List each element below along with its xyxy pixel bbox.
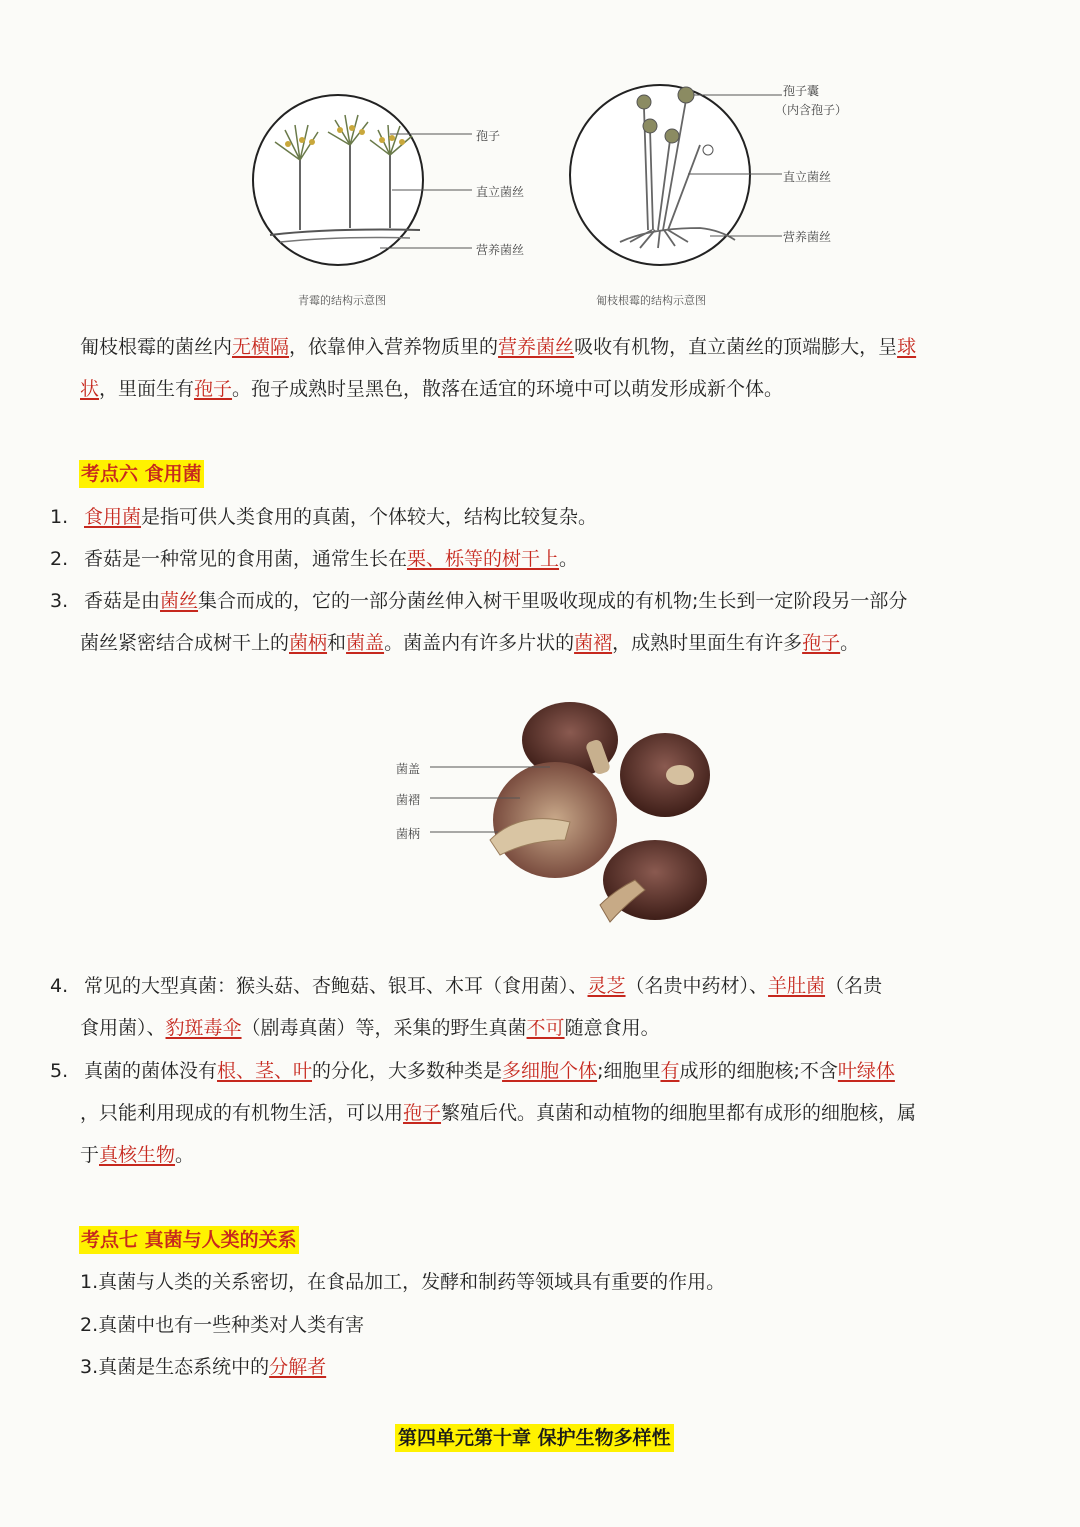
keyword: 多细胞个体	[502, 1060, 598, 1082]
penicillium-label-nutrient-hyphae: 营养菌丝	[476, 243, 525, 257]
s6-item-1-line-1	[84, 503, 597, 531]
keyword: 真核生物	[99, 1144, 176, 1166]
keyword: 孢子	[194, 378, 233, 400]
text-run: 2.真菌中也有一些种类对人类有害	[80, 1314, 365, 1336]
text-run: 真菌的菌体没有	[84, 1060, 218, 1082]
text-run: 香菇是由	[84, 590, 161, 612]
rhizopus-label-nutrient-hyphae: 营养菌丝	[783, 230, 832, 244]
keyword: 状	[80, 378, 100, 400]
text-run: 。	[175, 1144, 195, 1166]
s6-item-2-number: 2.	[50, 548, 69, 570]
penicillium-label-spore: 孢子	[476, 129, 501, 143]
intro-line-2	[80, 375, 783, 403]
text-run: 匍枝根霉的菌丝内	[80, 336, 233, 358]
rhizopus-label-upright-hyphae: 直立菌丝	[783, 170, 832, 184]
text-run: （名贵	[825, 975, 883, 997]
mushroom-label-gills: 菌褶	[396, 793, 421, 807]
s6-item-5-number: 5.	[50, 1060, 69, 1082]
s6-item-3-line-2	[80, 629, 859, 657]
s6-item-1-number: 1.	[50, 506, 69, 528]
rhizopus-label-sporangium: 孢子囊	[783, 84, 820, 98]
text-run: 成形的细胞核;不含	[679, 1060, 838, 1082]
mushroom-label-stalk: 菌柄	[396, 827, 421, 841]
chapter-title: 第四单元第十章 保护生物多样性	[395, 1424, 674, 1452]
keyword: 灵芝	[587, 975, 626, 997]
text-run: 于	[80, 1144, 100, 1166]
text-run: ，成熟时里面生有许多	[612, 632, 803, 654]
text-run: 菌丝紧密结合成树干上的	[80, 632, 290, 654]
text-run: 随意食用。	[564, 1017, 660, 1039]
keyword: 菌褶	[574, 632, 613, 654]
keyword: 羊肚菌	[768, 975, 826, 997]
text-run: ，只能利用现成的有机物生活，可以用	[80, 1102, 404, 1124]
s6-item-4-line-1	[84, 972, 882, 1000]
penicillium-caption: 青霉的结构示意图	[298, 294, 386, 307]
s6-item-4-line-2	[80, 1014, 660, 1042]
s6-item-5-line-1	[84, 1057, 895, 1085]
keyword: 根、茎、叶	[217, 1060, 313, 1082]
s6-item-2-line-1	[84, 545, 578, 573]
keyword: 豹斑毒伞	[165, 1017, 242, 1039]
text-run: 。	[559, 548, 579, 570]
keyword: 分解者	[269, 1356, 327, 1378]
rhizopus-label-contains-spores: （内含孢子）	[775, 103, 848, 117]
text-run: 是指可供人类食用的真菌，个体较大，结构比较复杂。	[141, 506, 598, 528]
keyword: 叶绿体	[837, 1060, 895, 1082]
text-run: 。菌盖内有许多片状的	[384, 632, 575, 654]
text-run: 吸收有机物，直立菌丝的顶端膨大，呈	[574, 336, 898, 358]
text-run: 香菇是一种常见的食用菌，通常生长在	[84, 548, 408, 570]
text-run: 1.真菌与人类的关系密切，在食品加工，发酵和制药等领域具有重要的作用。	[80, 1271, 726, 1293]
keyword: 有	[660, 1060, 680, 1082]
text-run: 繁殖后代。真菌和动植物的细胞里都有成形的细胞核，属	[441, 1102, 917, 1124]
intro-line-1	[80, 333, 916, 361]
keyword: 无横隔	[232, 336, 290, 358]
keyword: 菌丝	[160, 590, 199, 612]
section-7-heading: 考点七 真菌与人类的关系	[79, 1226, 299, 1254]
penicillium-label-upright-hyphae: 直立菌丝	[476, 185, 525, 199]
text-run: ，依靠伸入营养物质里的	[289, 336, 499, 358]
mushroom-label-cap: 菌盖	[396, 762, 421, 776]
text-run: 集合而成的，它的一部分菌丝伸入树干里吸收现成的有机物;生长到一定阶段另一部分	[198, 590, 908, 612]
rhizopus-caption: 匍枝根霉的结构示意图	[596, 294, 706, 307]
keyword: 不可	[526, 1017, 565, 1039]
keyword: 栗、栎等的树干上	[407, 548, 560, 570]
s7-item-1	[80, 1268, 725, 1296]
text-run: 常见的大型真菌：猴头菇、杏鲍菇、银耳、木耳（食用菌）、	[84, 975, 588, 997]
text-run: （剧毒真菌）等，采集的野生真菌	[241, 1017, 527, 1039]
keyword: 食用菌	[84, 506, 142, 528]
text-run: 和	[327, 632, 347, 654]
mushroom-figure	[390, 690, 730, 940]
text-run: 3.真菌是生态系统中的	[80, 1356, 270, 1378]
s7-item-3	[80, 1353, 326, 1381]
s6-item-5-line-2	[80, 1099, 916, 1127]
keyword: 营养菌丝	[498, 336, 575, 358]
keyword: 孢子	[802, 632, 841, 654]
s6-item-5-line-3	[80, 1141, 194, 1169]
keyword: 菌柄	[289, 632, 328, 654]
s6-item-4-number: 4.	[50, 975, 69, 997]
text-run: 。孢子成熟时呈黑色，散落在适宜的环境中可以萌发形成新个体。	[232, 378, 784, 400]
text-run: （名贵中药材）、	[625, 975, 769, 997]
text-run: 食用菌）、	[80, 1017, 166, 1039]
keyword: 菌盖	[346, 632, 385, 654]
s6-item-3-line-1	[84, 587, 907, 615]
text-run: ，里面生有	[99, 378, 195, 400]
mushroom-photo	[390, 690, 730, 940]
text-run: ;细胞里	[597, 1060, 661, 1082]
keyword: 球	[897, 336, 917, 358]
section-6-heading: 考点六 食用菌	[79, 460, 204, 488]
text-run: 。	[840, 632, 860, 654]
text-run: 的分化，大多数种类是	[312, 1060, 503, 1082]
s6-item-3-number: 3.	[50, 590, 69, 612]
keyword: 孢子	[403, 1102, 442, 1124]
s7-item-2	[80, 1311, 364, 1339]
